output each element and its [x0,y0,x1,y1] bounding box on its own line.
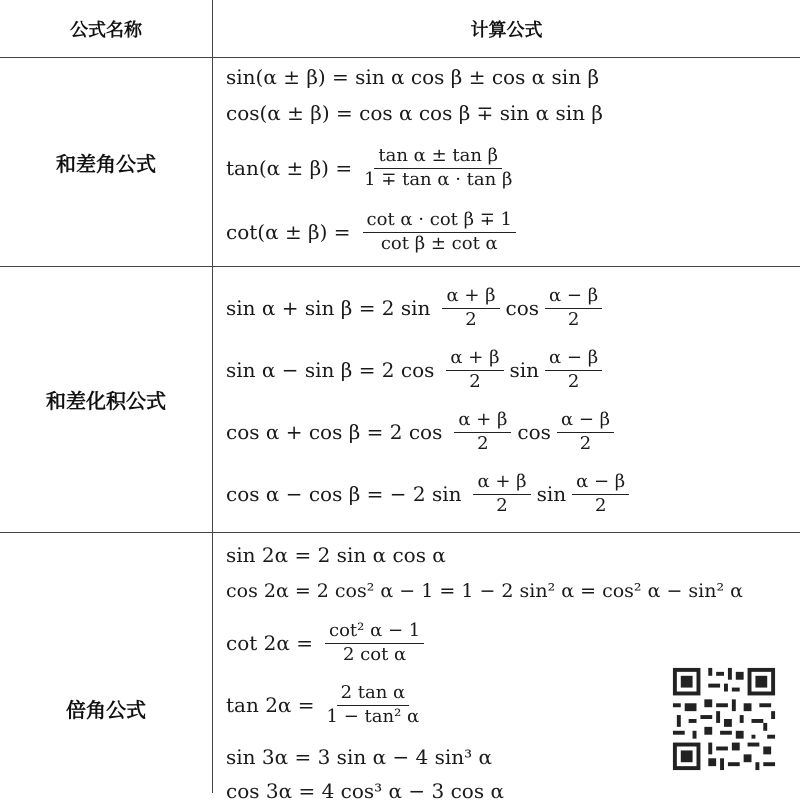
fraction-numerator: α − β [557,411,614,433]
formula-row [226,404,620,460]
fraction-denominator: 1 − tan² α [326,705,420,727]
qr-code-icon [668,664,780,774]
formula-text: sin(α ± β) = sin α cos β ± cos α sin β [226,65,600,89]
formula-row [226,540,446,570]
fraction-numerator: cot α · cot β ∓ 1 [363,211,516,233]
fraction-numerator: α + β [446,349,503,371]
fraction-numerator: α − β [572,473,629,495]
fraction-numerator: α + β [442,287,499,309]
fraction [473,470,530,516]
formula-row [226,466,635,522]
fraction-denominator: 2 [567,370,580,392]
fraction [545,346,602,392]
formula-text: sin 2α = 2 sin α cos α [226,543,446,567]
formula-mid: sin [509,358,540,382]
formula-lhs: cot(α ± β) = [226,220,351,244]
formula-row [226,98,603,128]
fraction-numerator: cot² α − 1 [325,622,424,644]
fraction-denominator: 2 [477,432,489,454]
fraction-numerator: α − β [545,349,602,371]
formula-row [226,676,425,734]
formula-mid: cos [517,420,551,444]
fraction [363,208,516,254]
column-divider [212,0,213,793]
fraction-denominator: 2 cot α [343,643,407,665]
fraction-numerator: tan α ± tan β [374,147,502,169]
fraction [572,470,629,516]
formula-row [226,204,522,260]
formula-text: cos 3α = 4 cos³ α − 3 cos α [226,779,504,803]
header-formula: 计算公式 [470,19,543,41]
fraction-denominator: 2 [465,308,477,330]
formula-text: sin 3α = 3 sin α − 4 sin³ α [226,745,493,769]
formula-row [226,614,430,672]
formula-lhs: tan(α ± β) = [226,156,353,180]
formula-row [226,140,518,196]
formula-lhs: tan 2α = [226,693,315,717]
header-formula-name: 公式名称 [70,19,142,41]
fraction-denominator: cot β ± cot α [380,232,498,254]
formula-mid: cos [505,296,540,320]
formula-lhs: cos α − cos β = − 2 sin [226,482,462,506]
formula-row [226,280,608,336]
formula-lhs: sin α − sin β = 2 cos [226,358,435,382]
fraction [545,284,602,330]
fraction-denominator: 2 [469,370,481,392]
fraction [442,284,499,330]
formula-row [226,62,599,92]
fraction [326,681,420,727]
formula-row [226,342,608,398]
fraction-denominator: 2 [594,494,607,516]
fraction-denominator: 2 [567,308,580,330]
formula-lhs: cot 2α = [226,631,313,655]
section-name-multiple-angle: 倍角公式 [66,697,146,722]
formula-lhs: sin α + sin β = 2 sin [226,296,431,320]
fraction-denominator: 1 ∓ tan α · tan β [364,168,513,190]
fraction-numerator: α + β [454,411,511,433]
fraction [364,144,513,190]
formula-row [226,776,504,806]
fraction-numerator: 2 tan α [337,684,410,706]
formula-lhs: cos α + cos β = 2 cos [226,420,443,444]
fraction [325,619,424,665]
fraction-numerator: α − β [545,287,602,309]
formula-row [226,742,492,772]
fraction [446,346,503,392]
formula-mid: sin [536,482,567,506]
fraction [557,408,614,454]
formula-text: cos 2α = 2 cos² α − 1 = 1 − 2 sin² α = cos² α − sin² α [226,580,743,602]
fraction-denominator: 2 [496,494,508,516]
fraction-denominator: 2 [579,432,592,454]
fraction [454,408,511,454]
formula-row [226,576,743,606]
formula-text: cos(α ± β) = cos α cos β ∓ sin α sin β [226,101,603,125]
section-name-sum-difference: 和差角公式 [56,151,156,176]
fraction-numerator: α + β [473,473,530,495]
section-name-sum-to-product: 和差化积公式 [46,389,166,413]
